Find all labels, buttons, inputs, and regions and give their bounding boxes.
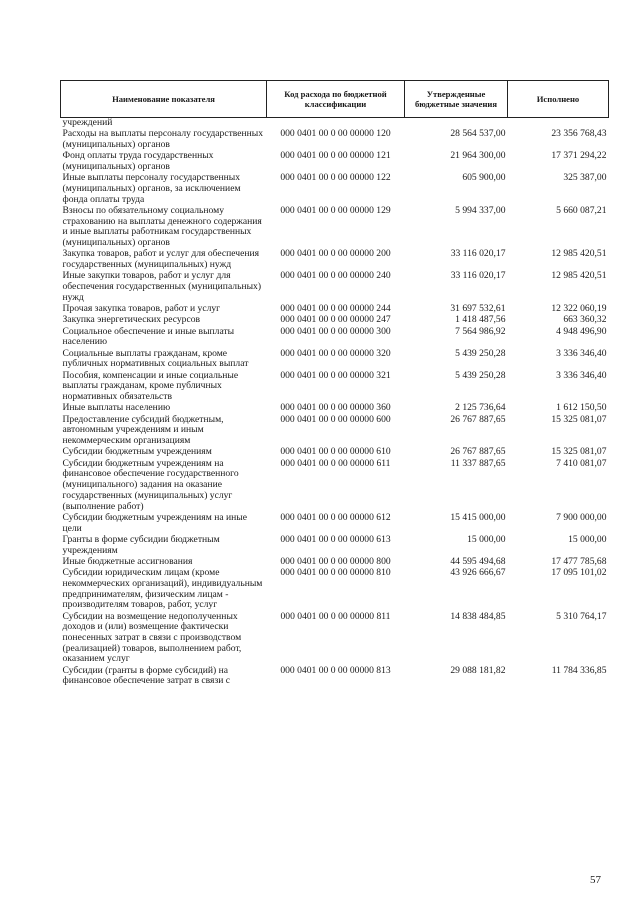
row-executed: 12 322 060,19 [551, 303, 607, 315]
row-approved: 29 088 181,82 [450, 664, 506, 676]
row-code: 000 0401 00 0 00 00000 240 [280, 270, 391, 282]
table-row [61, 206, 609, 249]
row-approved: 5 439 250,28 [455, 369, 506, 381]
row-name: Прочая закупка товаров, работ и услуг [62, 303, 221, 315]
row-code: 000 0401 00 0 00 00000 810 [280, 567, 391, 579]
row-name: Взносы по обязательному социальному страхованию на выплаты денежного содержания и иные выплаты работникам государственных (муниципальных) органов [62, 205, 262, 249]
table-row [61, 249, 609, 271]
table-row [61, 415, 609, 448]
table-row [61, 666, 609, 688]
row-code: 000 0401 00 0 00 00000 247 [280, 314, 391, 326]
page-number: 57 [590, 874, 601, 886]
table-header [61, 81, 609, 118]
row-approved: 14 838 484,85 [450, 610, 506, 622]
table-row [61, 271, 609, 304]
row-approved: 5 994 337,00 [455, 205, 506, 216]
row-approved: 33 116 020,17 [450, 248, 506, 260]
row-name: Гранты в форме субсидии бюджетным учреждениям [62, 533, 220, 556]
row-executed: 7 410 081,07 [556, 457, 607, 469]
row-executed: 4 948 496,90 [556, 325, 607, 337]
row-approved: 21 964 300,00 [450, 150, 506, 162]
row-executed: 3 336 346,40 [556, 347, 607, 359]
row-approved: 15 000,00 [467, 533, 506, 545]
row-code: 000 0401 00 0 00 00000 120 [280, 128, 391, 140]
header-approved: Утвержденные бюджетные значения [405, 81, 508, 118]
table-row [61, 315, 609, 326]
table-row [61, 447, 609, 458]
table-row [61, 173, 609, 206]
row-approved: 44 595 494,68 [450, 555, 506, 567]
table-row [61, 513, 609, 535]
row-approved: 1 418 487,56 [455, 314, 506, 326]
row-approved: 28 564 537,00 [450, 128, 506, 140]
row-code: 000 0401 00 0 00 00000 321 [280, 369, 391, 381]
row-executed: 5 660 087,21 [556, 205, 607, 216]
row-code: 000 0401 00 0 00 00000 613 [280, 533, 391, 545]
row-code: 000 0401 00 0 00 00000 200 [280, 248, 391, 260]
row-executed: 663 360,32 [563, 314, 607, 326]
row-code: 000 0401 00 0 00 00000 300 [280, 325, 391, 337]
row-executed: 325 387,00 [563, 172, 607, 184]
row-executed: 11 784 336,85 [551, 664, 607, 676]
table-row [61, 535, 609, 557]
row-executed: 1 612 150,50 [556, 402, 607, 414]
row-code: 000 0401 00 0 00 00000 122 [280, 172, 391, 184]
row-name: Субсидии юридическим лицам (кроме некоммерческих организаций), индивидуальным предпринимателям, физическим лицам - производителям товаров, работ, услуг [62, 567, 263, 611]
row-approved: 33 116 020,17 [450, 270, 506, 282]
row-code: 000 0401 00 0 00 00000 129 [280, 205, 391, 216]
table-row [61, 371, 609, 404]
table-row [61, 129, 609, 151]
row-executed: 12 985 420,51 [551, 270, 607, 282]
row-approved: 11 337 887,65 [450, 457, 506, 469]
row-approved: 7 564 986,92 [455, 325, 506, 337]
table-row [61, 612, 609, 666]
row-code: 000 0401 00 0 00 00000 612 [280, 511, 391, 523]
row-approved: 605 900,00 [462, 172, 506, 184]
row-name: учреждений [62, 117, 113, 128]
row-name: Социальное обеспечение и иные выплаты населению [62, 325, 235, 348]
table-row [61, 151, 609, 173]
row-executed: 12 985 420,51 [551, 248, 607, 260]
row-code: 000 0401 00 0 00 00000 800 [280, 555, 391, 567]
row-name: Субсидии на возмещение недополученных доходов и (или) возмещение фактически понесенных затрат в связи с производством (реализацией) товаров, выполнением работ, оказанием услуг [62, 610, 242, 665]
row-name: Иные выплаты персоналу государственных (муниципальных) органов, за исключением фонда оплаты труда [62, 172, 241, 205]
row-code: 000 0401 00 0 00 00000 360 [280, 402, 391, 414]
row-code: 000 0401 00 0 00 00000 813 [280, 664, 391, 676]
row-approved: 5 439 250,28 [455, 347, 506, 359]
row-executed: 5 310 764,17 [556, 610, 607, 622]
row-approved: 15 415 000,00 [450, 511, 506, 523]
row-code: 000 0401 00 0 00 00000 600 [280, 413, 391, 425]
row-approved: 26 767 887,65 [450, 446, 506, 458]
row-executed: 15 000,00 [568, 533, 607, 545]
row-executed: 3 336 346,40 [556, 369, 607, 381]
table-row [61, 327, 609, 349]
row-name: Иные закупки товаров, работ и услуг для обеспечения государственных (муниципальных) нужд [62, 270, 262, 303]
row-name: Расходы на выплаты персоналу государственных (муниципальных) органов [62, 128, 264, 150]
row-name: Фонд оплаты труда государственных (муниципальных) органов [62, 150, 214, 172]
row-name: Субсидии бюджетным учреждениям [62, 446, 212, 458]
row-executed: 15 325 081,07 [551, 413, 607, 425]
header-code: Код расхода по бюджетной классификации [267, 81, 405, 118]
row-name: Иные бюджетные ассигнования [62, 555, 193, 567]
row-executed: 7 900 000,00 [556, 511, 607, 523]
row-name: Субсидии бюджетным учреждениям на финансовое обеспечение государственного (муниципального) задания на оказание государственных (муниципальных) услуг (выполнение работ) [62, 457, 239, 512]
row-name: Социальные выплаты гражданам, кроме публичных нормативных социальных выплат [62, 347, 249, 370]
row-executed: 17 477 785,68 [551, 555, 607, 567]
table-body [61, 118, 609, 688]
row-code: 000 0401 00 0 00 00000 320 [280, 347, 391, 359]
row-approved: 31 697 532,61 [450, 303, 506, 315]
row-approved: 26 767 887,65 [450, 413, 506, 425]
row-name: Иные выплаты населению [62, 402, 171, 414]
budget-execution-table [60, 80, 609, 688]
header-executed: Исполнено [508, 81, 609, 118]
row-code: 000 0401 00 0 00 00000 610 [280, 446, 391, 458]
row-code: 000 0401 00 0 00 00000 121 [280, 150, 391, 162]
row-code: 000 0401 00 0 00 00000 811 [280, 610, 391, 622]
row-name: Субсидии (гранты в форме субсидий) на финансовое обеспечение затрат в связи с [62, 664, 231, 687]
table-row [61, 403, 609, 414]
header-name: Наименование показателя [61, 81, 267, 118]
table-row [61, 349, 609, 371]
row-code: 000 0401 00 0 00 00000 611 [280, 457, 391, 469]
row-name: Закупка энергетических ресурсов [62, 314, 201, 326]
row-executed: 17 095 101,02 [551, 567, 607, 579]
row-code: 000 0401 00 0 00 00000 244 [280, 303, 391, 315]
row-executed: 23 356 768,43 [551, 128, 607, 140]
row-approved: 43 926 666,67 [450, 567, 506, 579]
row-executed: 15 325 081,07 [551, 446, 607, 458]
row-name: Субсидии бюджетным учреждениям на иные цели [62, 511, 247, 534]
table-row [61, 568, 609, 611]
row-name: Пособия, компенсации и иные социальные выплаты гражданам, кроме публичных нормативных обязательств [62, 369, 239, 403]
row-name: Предоставление субсидий бюджетным, автономным учреждениям и иным некоммерческим организациям [62, 413, 224, 447]
table-row [61, 459, 609, 513]
row-approved: 2 125 736,64 [455, 402, 506, 414]
row-executed: 17 371 294,22 [551, 150, 607, 162]
row-name: Закупка товаров, работ и услуг для обеспечения государственных (муниципальных) нужд [62, 248, 260, 271]
